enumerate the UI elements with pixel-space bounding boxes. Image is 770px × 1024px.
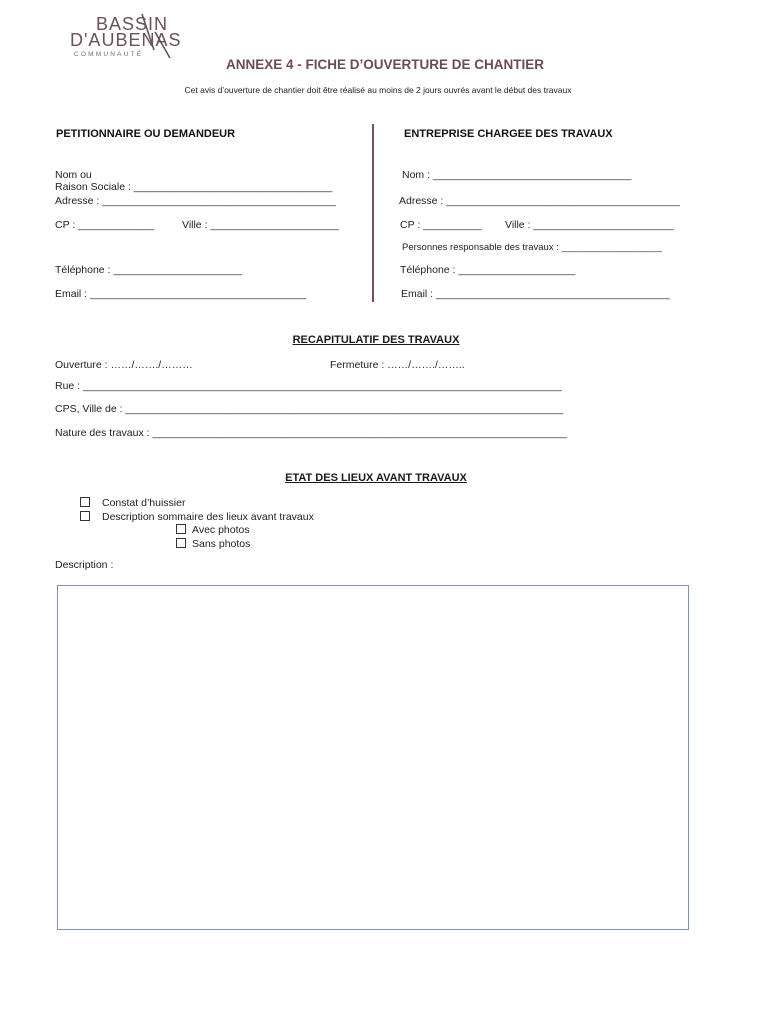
petitionnaire-nom-label: Nom ou [55,169,92,181]
page-subtitle: Cet avis d’ouverture de chantier doit être réalisé au moins de 2 jours ouvrés avant le début des travaux [184,85,572,95]
recap-ouverture-field[interactable]: Ouverture : ……/……./……… [55,359,193,371]
constat-huissier-checkbox[interactable] [80,497,90,507]
bassin-daubenas-logo [66,12,182,62]
page-title: ANNEXE 4 - FICHE D’OUVERTURE DE CHANTIER [225,57,545,72]
recap-fermeture-field[interactable]: Fermeture : ……/……./…….. [330,359,465,371]
avec-photos-checkbox[interactable] [176,524,186,534]
recap-nature-field[interactable]: Nature des travaux : _______________________________________________________________________ [55,427,568,439]
petitionnaire-cp-field[interactable]: CP : _____________ [55,219,155,231]
description-sommaire-option[interactable] [80,511,314,523]
logo-line-1: BASSIN [96,14,169,34]
entreprise-nom-field[interactable]: Nom : __________________________________ [402,169,632,181]
recap-cps-ville-field[interactable]: CPS, Ville de : ___________________________________________________________________________ [55,403,564,415]
constat-huissier-option[interactable] [80,497,185,509]
entreprise-email-field[interactable]: Email : ________________________________________ [401,288,670,300]
recap-rue-field[interactable]: Rue : __________________________________________________________________________________ [55,380,562,392]
logo-line-3: COMMUNAUTÉ [74,51,144,58]
etat-heading: ETAT DES LIEUX AVANT TRAVAUX [285,472,467,484]
petitionnaire-ville-field[interactable]: Ville : ______________________ [182,219,339,231]
entreprise-telephone-field[interactable]: Téléphone : ____________________ [400,264,576,276]
description-sommaire-label: Description sommaire des lieux avant travaux [102,511,314,523]
logo-line-2: D'AUBENAS [70,30,182,50]
petitionnaire-email-field[interactable]: Email : _____________________________________ [55,288,307,300]
description-label: Description : [55,559,114,571]
entreprise-adresse-field[interactable]: Adresse : ________________________________________ [399,195,680,207]
avec-photos-label: Avec photos [192,524,250,536]
constat-huissier-label: Constat d’huissier [102,497,186,509]
sans-photos-checkbox[interactable] [176,538,186,548]
sans-photos-option[interactable] [176,538,250,550]
entreprise-cp-field[interactable]: CP : __________ [400,219,482,231]
petitionnaire-adresse-field[interactable]: Adresse : ________________________________________ [55,195,336,207]
petitionnaire-heading: PETITIONNAIRE OU DEMANDEUR [56,128,236,140]
avec-photos-option[interactable] [176,524,250,536]
sans-photos-label: Sans photos [192,538,251,550]
entreprise-heading: ENTREPRISE CHARGEE DES TRAVAUX [404,128,613,140]
description-textbox[interactable] [57,585,689,930]
petitionnaire-raison-sociale-field[interactable]: Raison Sociale : __________________________________ [55,181,333,193]
entreprise-ville-field[interactable]: Ville : ________________________ [505,219,674,231]
column-divider [372,124,374,302]
entreprise-responsable-field[interactable]: Personnes responsable des travaux : ___________________ [402,242,662,253]
description-sommaire-checkbox[interactable] [80,511,90,521]
petitionnaire-telephone-field[interactable]: Téléphone : ______________________ [55,264,242,276]
recap-heading: RECAPITULATIF DES TRAVAUX [292,334,460,346]
